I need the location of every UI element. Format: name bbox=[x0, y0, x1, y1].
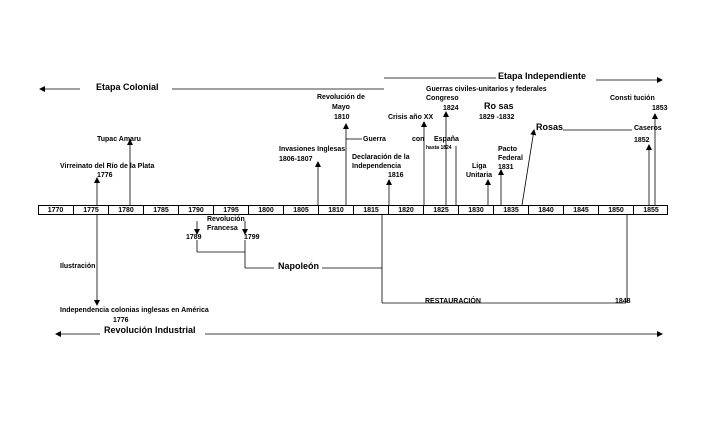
year-tick: 1820 bbox=[388, 206, 423, 215]
independencia-colonias-label: Independencia colonias inglesas en América bbox=[60, 307, 209, 314]
caseros-year: 1852 bbox=[634, 137, 650, 144]
etapa-independiente-label: Etapa Independiente bbox=[498, 71, 587, 81]
ilustracion-label: Ilustración bbox=[60, 263, 96, 270]
declaracion-year: 1816 bbox=[388, 172, 404, 179]
invasiones-label-2: 1806-1807 bbox=[279, 156, 313, 163]
restauracion-end-year: 1848 bbox=[615, 298, 631, 305]
year-tick: 1825 bbox=[423, 206, 458, 215]
revolucion-mayo-label-1: Revolución de bbox=[317, 94, 365, 101]
hasta-1824-label: hasta 1824 bbox=[426, 145, 452, 151]
declaracion-label-2: Independencia bbox=[352, 163, 402, 170]
caseros-label: Caseros bbox=[634, 125, 662, 132]
independencia-colonias-year: 1776 bbox=[113, 317, 129, 324]
rosas-label: Rosas bbox=[536, 122, 564, 132]
tupac-amaru-label: Tupac Amaru bbox=[97, 136, 141, 143]
rev-francesa-end-year: 1799 bbox=[244, 234, 260, 241]
espana-label: España bbox=[434, 136, 459, 143]
year-tick: 1845 bbox=[563, 206, 598, 215]
year-tick: 1855 bbox=[633, 206, 668, 215]
rosas-line bbox=[522, 130, 534, 205]
year-tick: 1830 bbox=[458, 206, 493, 215]
rosas-top-label: Ro sas bbox=[484, 101, 514, 111]
guerra-label: Guerra bbox=[363, 136, 386, 143]
year-tick: 1815 bbox=[353, 206, 388, 215]
con-label: con bbox=[412, 136, 425, 143]
revolucion-mayo-label-2: Mayo bbox=[332, 104, 350, 111]
revolucion-francesa-label-1: Revolución bbox=[207, 216, 245, 223]
year-tick: 1800 bbox=[248, 206, 283, 215]
invasiones-label-1: Invasiones Inglesas bbox=[279, 146, 346, 153]
virreinato-year: 1776 bbox=[97, 172, 113, 179]
etapa-colonial-label: Etapa Colonial bbox=[96, 82, 159, 92]
year-tick: 1805 bbox=[283, 206, 318, 215]
pacto-label-2: Federal bbox=[498, 155, 523, 162]
revolucion-mayo-year: 1810 bbox=[334, 114, 350, 121]
restauracion-label: RESTAURACIÓN bbox=[425, 298, 481, 305]
rosas-years: 1829 -1832 bbox=[479, 114, 515, 121]
constitucion-label: Consti tución bbox=[610, 95, 655, 102]
liga-label-2: Unitaria bbox=[466, 172, 493, 179]
declaracion-label-1: Declaración de la bbox=[352, 154, 410, 161]
guerras-civiles-label: Guerras civiles-unitarios y federales bbox=[426, 86, 547, 93]
year-tick: 1780 bbox=[108, 206, 143, 215]
liga-label-1: Liga bbox=[472, 163, 487, 170]
revolucion-industrial-label: Revolución Industrial bbox=[104, 325, 196, 335]
virreinato-label-1: Virreinato del Río de la Plata bbox=[60, 163, 155, 170]
revolucion-francesa-label-2: Francesa bbox=[207, 225, 238, 232]
year-tick: 1835 bbox=[493, 206, 528, 215]
year-tick: 1850 bbox=[598, 206, 633, 215]
year-tick: 1790 bbox=[178, 206, 213, 215]
year-tick: 1775 bbox=[73, 206, 108, 215]
year-tick: 1785 bbox=[143, 206, 178, 215]
year-tick: 1810 bbox=[318, 206, 353, 215]
napoleon-label: Napoleón bbox=[278, 261, 320, 271]
constitucion-year: 1853 bbox=[652, 105, 668, 112]
rev-francesa-start-year: 1789 bbox=[186, 234, 202, 241]
crisis-label: Crisis año XX bbox=[388, 114, 434, 121]
pacto-year: 1831 bbox=[498, 164, 514, 171]
congreso-label: Congreso bbox=[426, 95, 459, 102]
year-tick: 1840 bbox=[528, 206, 563, 215]
congreso-year: 1824 bbox=[443, 105, 459, 112]
year-tick: 1795 bbox=[213, 206, 248, 215]
pacto-label-1: Pacto bbox=[498, 146, 518, 153]
year-tick: 1770 bbox=[47, 207, 64, 214]
